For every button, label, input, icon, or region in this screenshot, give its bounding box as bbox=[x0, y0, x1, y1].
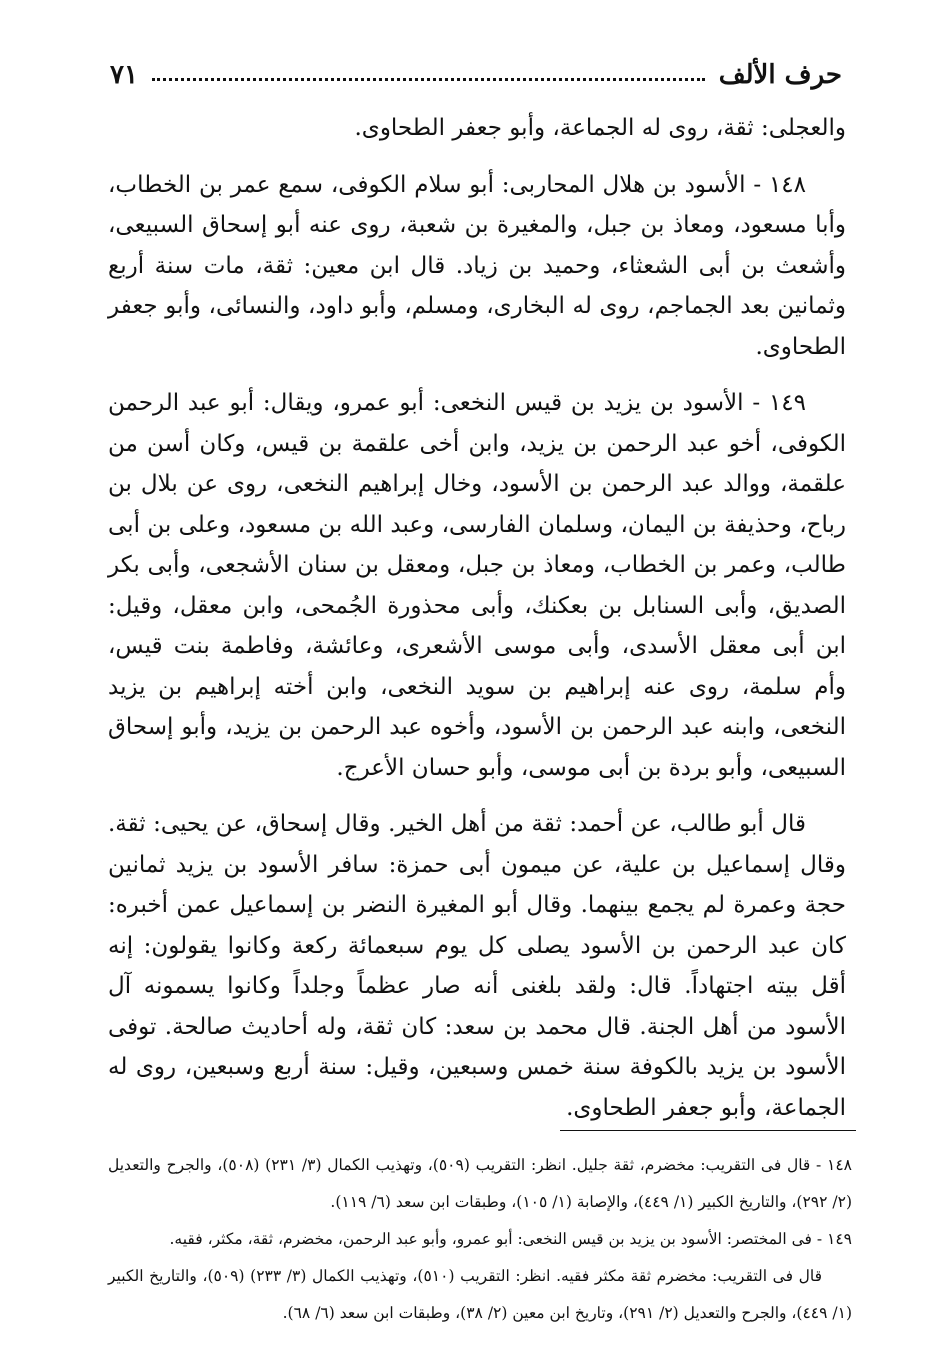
header-dot-leader bbox=[152, 78, 705, 81]
footnotes bbox=[108, 1147, 852, 1332]
footnote-149: ١٤٩ - فى المختصر: الأسود بن يزيد بن قيس النخعى: أبو عمرو، وأبو عبد الرحمن، مخضرم، ثقة، مكثر، فقيه. bbox=[169, 1230, 852, 1248]
paragraph-continuation: والعجلى: ثقة، روى له الجماعة، وأبو جعفر الطحاوى. bbox=[354, 115, 846, 141]
entry-149: ١٤٩ - الأسود بن يزيد بن قيس النخعى: أبو عمرو، ويقال: أبو عبد الرحمن الكوفى، أخو عبد الرحمن بن يزيد، وابن أخى علقمة بن قيس، وكان أسن من علقمة، ووالد عبد الرحمن بن الأسود، وخال إبراهيم النخعى، روى عن بلال بن رباح، وحذيفة بن اليمان، وسلمان الفارسى، وعبد الله بن مسعود، وعلى بن أبى طالب، وعمر بن الخطاب، ومعاذ بن جبل، ومعقل بن سنان الأشجعى، وأبى بكر الصديق، وأبى السنابل بن بعكنك، وأبى محذورة الجُمحى، وابن معقل، وقيل: ابن أبى معقل الأسدى، وأبى موسى الأشعرى، وعائشة، وفاطمة بنت قيس، وأم سلمة، روى عنه إبراهيم بن سويد النخعى، وابن أخته إبراهيم بن يزيد النخعى، وابنه عبد الرحمن بن الأسود، وأخوه عبد الرحمن بن يزيد، وأبو إسحاق السبيعى، وأبو بردة بن أبى موسى، وأبو حسان الأعرج. bbox=[108, 390, 846, 781]
entry-148: ١٤٨ - الأسود بن هلال المحاربى: أبو سلام الكوفى، سمع عمر بن الخطاب، وأبا مسعود، ومعاذ بن جبل، والمغيرة بن شعبة، روى عنه أبو إسحاق السبيعى، وأشعث بن أبى الشعثاء، وحميد بن زياد. قال ابن معين: ثقة، مات سنة أربع وثمانين بعد الجماجم، روى له البخارى، ومسلم، وأبو داود، والنسائى، وأبو جعفر الطحاوى. bbox=[108, 171, 846, 360]
running-header bbox=[110, 56, 842, 90]
main-text bbox=[108, 108, 846, 1144]
page-number: ٧١ bbox=[110, 60, 138, 90]
entry-149-commentary: قال أبو طالب، عن أحمد: ثقة من أهل الخير. وقال إسحاق، عن يحيى: ثقة. وقال إسماعيل بن علية، عن ميمون أبى حمزة: سافر الأسود بن يزيد ثمانين حجة وعمرة لم يجمع بينهما. وقال أبو المغيرة النضر بن إسماعيل عمن أخبره: كان عبد الرحمن بن الأسود يصلى كل يوم سبعمائة ركعة وكانوا يقولون: إنه أقل بيته اجتهاداً. قال: ولقد بلغنى أنه صار عظماً وجلداً وكانوا يسمونه آل الأسود من أهل الجنة. قال محمد بن سعد: كان ثقة، وله أحاديث صالحة. توفى الأسود بن يزيد بالكوفة سنة خمس وسبعين، وقيل: سنة أربع وسبعين، روى له الجماعة، وأبو جعفر الطحاوى. bbox=[108, 811, 846, 1121]
footnote-149-continued: قال فى التقريب: مخضرم ثقة مكثر فقيه. انظر: التقريب (٥١٠)، وتهذيب الكمال (٣/ ٢٣٣) (٥٠٩)، والتاريخ الكبير (١/ ٤٤٩)، والجرح والتعديل (٢/ ٢٩١)، وتاريخ ابن معين (٢/ ٣٨)، وطبقات ابن سعد (٦/ ٦٨). bbox=[108, 1267, 852, 1322]
chapter-title: حرف الألف bbox=[718, 60, 842, 90]
footnote-separator bbox=[560, 1130, 856, 1131]
footnote-148: ١٤٨ - قال فى التقريب: مخضرم، ثقة جليل. انظر: التقريب (٥٠٩)، وتهذيب الكمال (٣/ ٢٣١) (٥٠٨)، والجرح والتعديل (٢/ ٢٩٢)، والتاريخ الكبير (١/ ٤٤٩)، والإصابة (١/ ١٠٥)، وطبقات ابن سعد (٦/ ١١٩). bbox=[108, 1156, 852, 1211]
